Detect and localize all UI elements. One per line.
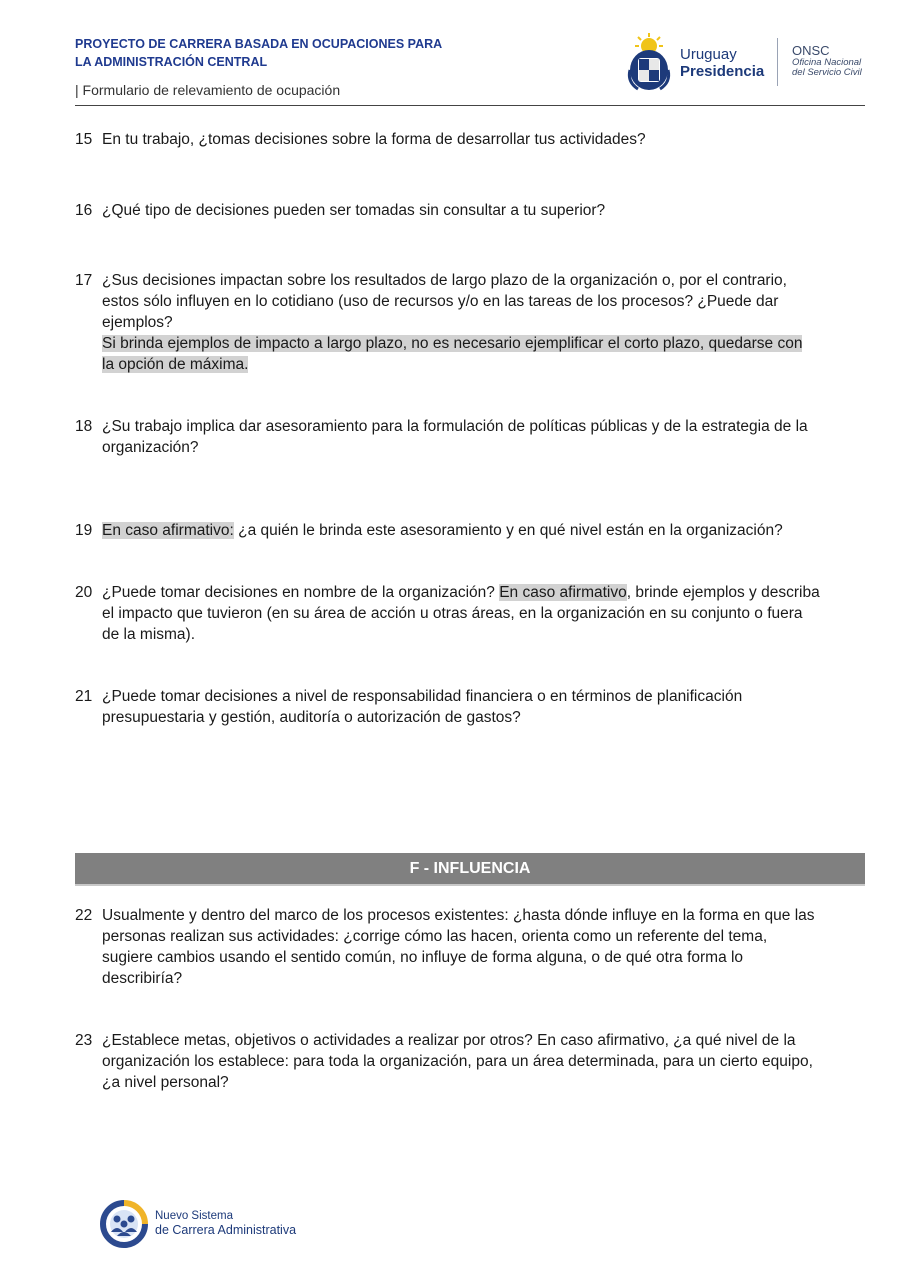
presidencia-logo-line-2: Presidencia (680, 63, 765, 80)
section-title: F - INFLUENCIA (409, 859, 531, 877)
document-title (75, 35, 515, 71)
question-text-line: ¿Sus decisiones impactan sobre los resultados de largo plazo de la organización o, por el contrario, (102, 272, 787, 289)
question-text: ¿a quién le brinda este asesoramiento y en qué nivel están en la organización? (233, 522, 783, 539)
header-divider (75, 105, 865, 106)
footer-logo-line-2: de Carrera Administrativa (155, 1223, 297, 1237)
question-text-line: ¿a nivel personal? (102, 1074, 229, 1091)
footer-logo-line-1: Nuevo Sistema (155, 1210, 233, 1222)
question-number: 22 (75, 907, 93, 924)
document-subtitle: | Formulario de relevamiento de ocupación (75, 82, 341, 98)
question-number: 19 (75, 522, 93, 539)
question-text: , brinde ejemplos y describa (626, 584, 820, 601)
onsc-logo-line-2: Oficina Nacional (792, 57, 862, 68)
highlighted-note: Si brinda ejemplos de impacto a largo plazo, no es necesario ejemplificar el corto plazo, quedarse con (102, 335, 803, 352)
question-text-line: sugiere cambios usando el sentido común, no influye de forma alguna, o de qué otra forma lo (102, 949, 744, 966)
question-text: En tu trabajo, ¿tomas decisiones sobre la forma de desarrollar tus actividades? (102, 131, 646, 148)
question-number: 21 (75, 688, 93, 705)
onsc-logo-line-3: del Servicio Civil (792, 67, 862, 78)
question-text: ¿Puede tomar decisiones en nombre de la organización? (102, 584, 500, 601)
question-number: 18 (75, 418, 93, 435)
question-number: 17 (75, 272, 93, 289)
question-text-line: personas realizan sus actividades: ¿corrige cómo las hacen, orienta como un referente del tema, (102, 928, 768, 945)
question-text: ¿Qué tipo de decisiones pueden ser tomadas sin consultar a tu superior? (102, 202, 606, 219)
presidencia-logo-line-1: Uruguay (680, 46, 737, 63)
question-text-line: ¿Puede tomar decisiones a nivel de responsabilidad financiera o en términos de planificación (102, 688, 743, 705)
question-number: 15 (75, 131, 93, 148)
question-text-line: ¿Su trabajo implica dar asesoramiento para la formulación de políticas públicas y de la estrategia de la (102, 418, 808, 435)
question-number: 16 (75, 202, 93, 219)
highlighted-note: la opción de máxima. (102, 356, 249, 373)
uruguay-coat-of-arms-icon (624, 32, 674, 94)
question-text-line: presupuestaria y gestión, auditoría o autorización de gastos? (102, 709, 521, 726)
question-text-line: el impacto que tuvieron (en su área de acción u otras áreas, en la organización en su conjunto o fuera (102, 605, 803, 622)
question-number: 23 (75, 1032, 93, 1049)
question-text-line: describiría? (102, 970, 183, 987)
question-text-line: de la misma). (102, 626, 196, 643)
question-text-line: estos sólo influyen en lo cotidiano (uso de recursos y/o en las tareas de los procesos? ¿Puede dar (102, 293, 779, 310)
question-text-line: Usualmente y dentro del marco de los procesos existentes: ¿hasta dónde influye en la forma en que las (102, 907, 815, 924)
highlighted-text: En caso afirmativo (499, 584, 627, 601)
logo-separator (777, 38, 778, 86)
highlighted-text: En caso afirmativo: (102, 522, 234, 539)
onsc-logo (792, 44, 862, 78)
footer-logo (100, 1200, 320, 1250)
question-text-line: organización los establece: para toda la organización, para un área determinada, para un cierto equipo, (102, 1053, 813, 1070)
title-line-1: PROYECTO DE CARRERA BASADA EN OCUPACIONES PARA (75, 37, 443, 51)
people-circle-icon (100, 1200, 148, 1248)
presidencia-logo (624, 32, 774, 94)
onsc-logo-line-1: ONSC (792, 43, 830, 58)
question-text-line: ¿Establece metas, objetivos o actividades a realizar por otros? En caso afirmativo, ¿a qué nivel de la (102, 1032, 796, 1049)
question-text-line: ejemplos? (102, 314, 173, 331)
section-header-influencia (75, 853, 865, 886)
question-number: 20 (75, 584, 93, 601)
title-line-2: LA ADMINISTRACIÓN CENTRAL (75, 55, 268, 69)
question-text-line: organización? (102, 439, 199, 456)
